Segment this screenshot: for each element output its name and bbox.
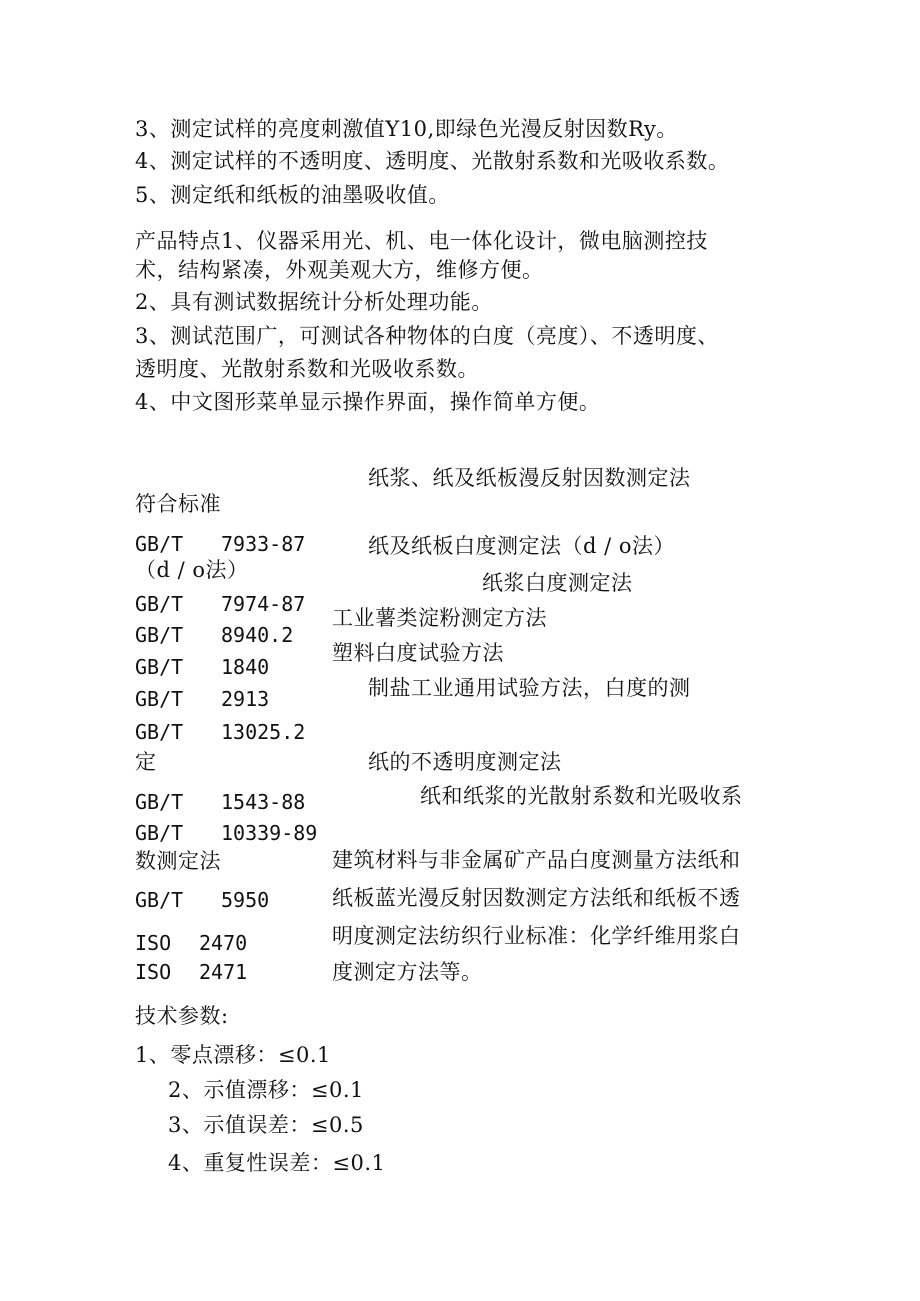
features-item-4: 4、中文图形菜单显示操作界面，操作简单方便。: [135, 390, 601, 414]
standard-code-10: ISO 2470: [135, 931, 248, 955]
standard-fragment-method: 数测定法: [135, 849, 221, 873]
features-line-1: 产品特点1、仪器采用光、机、电一体化设计，微电脑测控技: [135, 229, 708, 253]
tech-param-1: 1、零点漂移：≤0.1: [135, 1043, 331, 1067]
standard-code-2: GB/T 7974-87: [135, 592, 306, 616]
standard-code-7: GB/T 1543-88: [135, 790, 306, 814]
features-item-2: 2、具有测试数据统计分析处理功能。: [135, 290, 493, 314]
tech-heading: 技术参数:: [135, 1004, 229, 1028]
standards-paragraph-line-3: 明度测定法纺织行业标准：化学纤维用浆白: [332, 924, 741, 948]
intro-item-3: 3、测定试样的亮度刺激值Y10,即绿色光漫反射因数Ry。: [135, 117, 678, 141]
features-item-3-line-2: 透明度、光散射系数和光吸收系数。: [135, 357, 479, 381]
standards-heading: 符合标准: [135, 492, 221, 516]
standard-fragment-ding: 定: [135, 750, 157, 774]
standard-code-8: GB/T 10339-89: [135, 821, 318, 845]
features-line-2: 术，结构紧凑，外观美观大方，维修方便。: [135, 258, 544, 282]
standard-title-7: 纸的不透明度测定法: [368, 750, 562, 774]
standard-code-6: GB/T 13025.2: [135, 720, 306, 744]
standard-code-5: GB/T 2913: [135, 687, 270, 711]
intro-item-5: 5、测定纸和纸板的油墨吸收值。: [135, 183, 450, 207]
standards-paragraph-line-4: 度测定方法等。: [332, 960, 483, 984]
standard-title-6: 制盐工业通用试验方法，白度的测: [368, 676, 691, 700]
standard-title-8: 纸和纸浆的光散射系数和光吸收系: [420, 784, 743, 808]
standard-code-1: GB/T 7933-87: [135, 532, 306, 556]
standard-title-2: 纸及纸板白度测定法（d / o法）: [368, 534, 676, 558]
standard-code-3: GB/T 8940.2: [135, 623, 294, 647]
tech-param-2: 2、示值漂移：≤0.1: [168, 1078, 364, 1102]
standard-title-3: 纸浆白度测定法: [482, 571, 633, 595]
tech-param-4: 4、重复性误差：≤0.1: [168, 1151, 386, 1175]
standard-title-1: 纸浆、纸及纸板漫反射因数测定法: [368, 466, 691, 490]
standard-title-4: 工业薯类淀粉测定方法: [332, 606, 547, 630]
standard-code-11: ISO 2471: [135, 960, 248, 984]
standard-code-9: GB/T 5950: [135, 888, 270, 912]
features-item-3-line-1: 3、测试范围广，可测试各种物体的白度（亮度）、不透明度、: [135, 324, 719, 348]
standards-paragraph-line-2: 纸板蓝光漫反射因数测定方法纸和纸板不透: [332, 886, 741, 910]
standard-code-4: GB/T 1840: [135, 655, 270, 679]
standards-paragraph-line-1: 建筑材料与非金属矿产品白度测量方法纸和: [332, 848, 741, 872]
tech-param-3: 3、示值误差：≤0.5: [168, 1113, 364, 1137]
intro-item-4: 4、测定试样的不透明度、透明度、光散射系数和光吸收系数。: [135, 149, 730, 173]
standard-title-5: 塑料白度试验方法: [332, 641, 504, 665]
standard-fragment-do: （d / o法）: [135, 558, 249, 582]
